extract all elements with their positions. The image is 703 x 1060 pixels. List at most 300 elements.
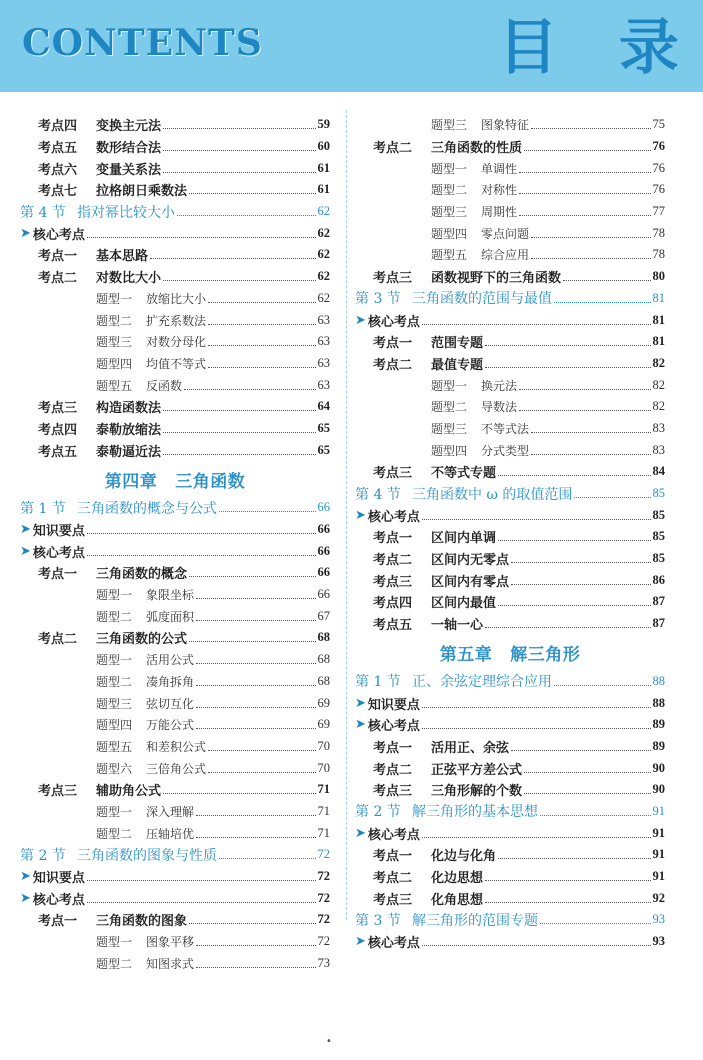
entry-label: 考点二: [373, 141, 413, 157]
entry-label: 题型一: [96, 291, 133, 306]
entry-label: 考点二: [373, 553, 413, 569]
entry-title: 弧度面积: [146, 609, 195, 624]
page-number: 62: [317, 247, 330, 262]
entry-title: 函数视野下的三角函数: [431, 271, 562, 287]
entry-title: 三角函数的性质: [431, 141, 523, 157]
page-number: 71: [317, 803, 330, 818]
page-number: 68: [317, 652, 330, 667]
toc-entry-section[interactable]: [355, 288, 665, 310]
entry-label: 题型四: [431, 443, 468, 458]
page-number: 91: [652, 847, 665, 862]
toc-entry-tixing[interactable]: [20, 309, 330, 331]
dot-leader: [524, 772, 650, 773]
dot-leader: [196, 707, 315, 708]
toc-entry-kaodian[interactable]: [355, 548, 665, 570]
toc-entry-kaodian[interactable]: [20, 157, 330, 179]
toc-entry-section[interactable]: [355, 801, 665, 823]
toc-entry-kaodian[interactable]: [20, 909, 330, 931]
toc-entry-kaodian[interactable]: [355, 779, 665, 801]
entry-label: 考点三: [373, 574, 413, 590]
entry-label: 考点四: [38, 422, 78, 438]
dot-leader: [531, 128, 650, 129]
entry-label: 考点一: [373, 740, 413, 756]
dot-leader: [524, 150, 650, 151]
entry-title: 泰勒放缩法: [96, 422, 162, 438]
dot-leader: [422, 837, 651, 838]
entry-label: 题型二: [96, 313, 133, 328]
arrow-icon: ➤: [20, 522, 31, 538]
chapter-heading: [355, 635, 665, 671]
entry-label: 题型五: [431, 248, 468, 263]
entry-title: 和差积公式: [146, 739, 207, 754]
toc-entry-tixing[interactable]: [355, 244, 665, 266]
page-number: 72: [317, 890, 330, 905]
arrow-icon: ➤: [355, 695, 366, 711]
arrow-icon: ➤: [20, 543, 31, 559]
dot-leader: [485, 880, 650, 881]
page-number: 59: [317, 117, 330, 132]
entry-title: 化角思想: [431, 892, 484, 908]
chapter-label: 第四章: [104, 471, 158, 492]
dot-leader: [498, 475, 650, 476]
entry-title: 三角函数的公式: [96, 632, 188, 648]
toc-entry-kaodian[interactable]: [20, 396, 330, 418]
entry-label: 考点三: [373, 466, 413, 482]
page-number: 93: [652, 912, 665, 927]
toc-entry-kaodian[interactable]: [20, 179, 330, 201]
dot-leader: [87, 555, 316, 556]
toc-entry-tixing[interactable]: [20, 374, 330, 396]
entry-label: 考点三: [373, 784, 413, 800]
page-number: 89: [652, 738, 665, 753]
page-number: 91: [652, 803, 665, 818]
toc-entry-kaodian[interactable]: [20, 136, 330, 158]
entry-label: 考点二: [373, 871, 413, 887]
contents-title: CONTENTS: [22, 22, 263, 64]
entry-title: 核心考点: [367, 936, 420, 952]
dot-leader: [163, 128, 315, 129]
dot-leader: [177, 215, 316, 216]
entry-title: 指对幂比较大小: [77, 204, 175, 221]
toc-entry-tixing[interactable]: [20, 822, 330, 844]
toc-entry-section[interactable]: [355, 671, 665, 693]
dot-leader: [196, 815, 315, 816]
toc-entry-marker[interactable]: [20, 887, 330, 909]
entry-title: 化边思想: [431, 871, 484, 887]
entry-title: 知识要点: [367, 697, 420, 713]
dot-leader: [87, 237, 316, 238]
entry-title: 区间内有零点: [431, 574, 510, 590]
entry-label: 题型三: [431, 421, 468, 436]
arrow-icon: ➤: [355, 312, 366, 328]
entry-label: 考点三: [38, 401, 78, 417]
page-number: 69: [317, 695, 330, 710]
page-number: 66: [317, 500, 330, 515]
dot-leader: [485, 345, 650, 346]
toc-entry-tixing[interactable]: [355, 157, 665, 179]
page-number: 82: [652, 377, 665, 392]
entry-label: 题型五: [96, 378, 133, 393]
toc-entry-tixing[interactable]: [355, 418, 665, 440]
entry-title: 弦切互化: [146, 696, 195, 711]
toc-entry-kaodian[interactable]: [20, 439, 330, 461]
toc-entry-kaodian[interactable]: [355, 331, 665, 353]
page-number: 90: [652, 782, 665, 797]
entry-title: 对数分母化: [146, 335, 207, 350]
page-number: 72: [317, 847, 330, 862]
entry-label: 题型二: [431, 400, 468, 415]
toc-entry-marker[interactable]: [355, 822, 665, 844]
entry-label: 题型二: [96, 826, 133, 841]
entry-title: 活用正、余弦: [431, 740, 510, 756]
toc-entry-marker[interactable]: [355, 714, 665, 736]
dot-leader: [498, 858, 650, 859]
entry-title: 对称性: [481, 183, 518, 198]
toc-entry-kaodian[interactable]: [355, 461, 665, 483]
arrow-icon: ➤: [20, 890, 31, 906]
entry-title: 三角函数的图象: [96, 914, 188, 930]
entry-label: 题型四: [431, 226, 468, 241]
page-number: 87: [652, 594, 665, 609]
dot-leader: [485, 627, 650, 628]
entry-title: 核心考点: [367, 314, 420, 330]
toc-entry-tixing[interactable]: [20, 714, 330, 736]
toc-entry-tixing[interactable]: [20, 757, 330, 779]
dot-leader: [219, 511, 316, 512]
dot-leader: [554, 685, 651, 686]
page-number: 61: [317, 160, 330, 175]
entry-title: 深入理解: [146, 804, 195, 819]
toc-entry-kaodian[interactable]: [355, 591, 665, 613]
entry-label: 题型一: [96, 588, 133, 603]
dot-leader: [189, 923, 315, 924]
entry-label: 考点三: [38, 784, 78, 800]
toc-entry-marker[interactable]: [355, 504, 665, 526]
toc-entry-kaodian[interactable]: [355, 353, 665, 375]
dot-leader: [519, 410, 650, 411]
entry-label: 考点一: [373, 531, 413, 547]
entry-label: 考点二: [373, 762, 413, 778]
toc-entry-tixing[interactable]: [355, 114, 665, 136]
page-number: 63: [317, 312, 330, 327]
dot-leader: [163, 410, 315, 411]
toc-entry-tixing[interactable]: [355, 222, 665, 244]
entry-label: 题型一: [96, 804, 133, 819]
dot-leader: [163, 432, 315, 433]
page-number: 61: [317, 182, 330, 197]
toc-entry-kaodian[interactable]: [355, 757, 665, 779]
dot-leader: [196, 663, 315, 664]
toc-entry-kaodian[interactable]: [20, 627, 330, 649]
dot-leader: [163, 793, 315, 794]
entry-title: 核心考点: [32, 227, 85, 243]
entry-label: 题型二: [96, 956, 133, 971]
chapter-title: 三角函数: [175, 471, 246, 492]
dot-leader: [531, 258, 650, 259]
dot-leader: [87, 880, 316, 881]
entry-title: 图象特征: [481, 118, 530, 133]
entry-title: 核心考点: [32, 892, 85, 908]
toc-entry-tixing[interactable]: [355, 396, 665, 418]
toc-entry-kaodian[interactable]: [355, 613, 665, 635]
page-number: 62: [317, 269, 330, 284]
page-number: 72: [317, 869, 330, 884]
page-number: 92: [652, 890, 665, 905]
page-number: 84: [652, 464, 665, 479]
dot-leader: [196, 837, 315, 838]
entry-label: 题型一: [96, 935, 133, 950]
dot-leader: [498, 540, 650, 541]
page-number: 81: [652, 290, 665, 305]
entry-label: 考点七: [38, 184, 78, 200]
toc-entry-marker[interactable]: [355, 692, 665, 714]
toc-entry-kaodian[interactable]: [355, 569, 665, 591]
arrow-icon: ➤: [355, 825, 366, 841]
toc-entry-section[interactable]: [355, 483, 665, 505]
toc-entry-marker[interactable]: [20, 540, 330, 562]
entry-title: 解三角形的范围专题: [412, 912, 538, 929]
entry-title: 构造函数法: [96, 401, 162, 417]
dot-leader: [208, 772, 315, 773]
page-number: 70: [317, 760, 330, 775]
entry-label: 考点三: [373, 892, 413, 908]
entry-title: 基本思路: [96, 249, 149, 265]
entry-title: 扩充系数法: [146, 313, 207, 328]
arrow-icon: ➤: [20, 225, 31, 241]
entry-title: 不等式专题: [431, 466, 497, 482]
toc-entry-tixing[interactable]: [20, 353, 330, 375]
page-number: 93: [652, 934, 665, 949]
page-number: 65: [317, 420, 330, 435]
entry-title: 图象平移: [146, 935, 195, 950]
entry-title: 换元法: [481, 378, 518, 393]
toc-entry-tixing[interactable]: [355, 201, 665, 223]
page-number: 86: [652, 572, 665, 587]
entry-title: 范围专题: [431, 336, 484, 352]
toc-entry-kaodian[interactable]: [20, 562, 330, 584]
toc-entry-tixing[interactable]: [20, 692, 330, 714]
page-number: 64: [317, 399, 330, 414]
chapter-heading: [20, 461, 330, 497]
toc-entry-tixing[interactable]: [20, 649, 330, 671]
toc-entry-tixing[interactable]: [20, 331, 330, 353]
dot-leader: [184, 389, 315, 390]
toc-entry-section[interactable]: [355, 909, 665, 931]
entry-title: 区间内单调: [431, 531, 497, 547]
page-number: 85: [652, 529, 665, 544]
toc-entry-kaodian[interactable]: [355, 866, 665, 888]
dot-leader: [163, 280, 315, 281]
page-number: 68: [317, 673, 330, 688]
toc-entry-tixing[interactable]: [20, 584, 330, 606]
dot-leader: [511, 750, 650, 751]
page-number: 70: [317, 738, 330, 753]
entry-title: 一轴一心: [431, 618, 484, 634]
entry-title: 凑角拆角: [146, 674, 195, 689]
entry-label: 第 2 节: [355, 804, 401, 821]
page-number: 91: [652, 825, 665, 840]
entry-label: 考点二: [38, 632, 78, 648]
dot-leader: [540, 923, 651, 924]
dot-leader: [196, 685, 315, 686]
toc-entry-kaodian[interactable]: [20, 114, 330, 136]
toc-right-column: [355, 114, 665, 952]
entry-label: 题型二: [431, 183, 468, 198]
entry-title: 对数比大小: [96, 271, 162, 287]
page-number: 88: [652, 673, 665, 688]
dot-leader: [163, 150, 315, 151]
toc-entry-tixing[interactable]: [355, 439, 665, 461]
entry-title: 辅助角公式: [96, 784, 162, 800]
page-number: 78: [652, 225, 665, 240]
dot-leader: [219, 858, 316, 859]
toc-entry-section[interactable]: [20, 497, 330, 519]
entry-title: 综合应用: [481, 248, 530, 263]
entry-title: 单调性: [481, 161, 518, 176]
entry-label: 考点四: [38, 119, 78, 135]
page-number: 76: [652, 160, 665, 175]
entry-title: 解三角形的基本思想: [412, 804, 538, 821]
dot-leader: [208, 367, 315, 368]
toc-entry-marker[interactable]: [355, 309, 665, 331]
entry-label: 考点二: [38, 271, 78, 287]
entry-title: 知识要点: [32, 524, 85, 540]
page-number: 85: [652, 486, 665, 501]
toc-entry-marker[interactable]: [20, 866, 330, 888]
entry-title: 正、余弦定理综合应用: [412, 674, 552, 691]
dot-leader: [524, 793, 650, 794]
toc-entry-kaodian[interactable]: [355, 887, 665, 909]
toc-entry-tixing[interactable]: [20, 931, 330, 953]
entry-label: 题型六: [96, 761, 133, 776]
page-number: 63: [317, 355, 330, 370]
dot-leader: [531, 454, 650, 455]
dot-leader: [208, 345, 315, 346]
toc-entry-tixing[interactable]: [20, 671, 330, 693]
arrow-icon: ➤: [355, 717, 366, 733]
entry-label: 第 3 节: [355, 291, 401, 308]
dot-leader: [422, 945, 651, 946]
page-number: 91: [652, 869, 665, 884]
dot-leader: [87, 902, 316, 903]
entry-title: 数形结合法: [96, 141, 162, 157]
page-number: 87: [652, 616, 665, 631]
page-number: 81: [652, 312, 665, 327]
dot-leader: [150, 258, 315, 259]
entry-title: 泰勒逼近法: [96, 444, 162, 460]
page-number: 68: [317, 630, 330, 645]
entry-title: 变换主元法: [96, 119, 162, 135]
toc-entry-kaodian[interactable]: [20, 266, 330, 288]
dot-leader: [531, 237, 650, 238]
dot-leader: [422, 324, 651, 325]
toc-entry-kaodian[interactable]: [20, 779, 330, 801]
dot-leader: [422, 707, 651, 708]
page-number: 62: [317, 290, 330, 305]
dot-leader: [163, 172, 315, 173]
entry-title: 核心考点: [367, 719, 420, 735]
dot-leader: [196, 598, 315, 599]
toc-entry-kaodian[interactable]: [20, 244, 330, 266]
dot-leader: [422, 728, 651, 729]
page-number: 85: [652, 551, 665, 566]
entry-title: 分式类型: [481, 443, 530, 458]
toc-entry-tixing[interactable]: [20, 605, 330, 627]
entry-label: 题型五: [96, 739, 133, 754]
dot-leader: [485, 902, 650, 903]
page-number: 72: [317, 934, 330, 949]
toc-entry-tixing[interactable]: [355, 374, 665, 396]
toc-entry-kaodian[interactable]: [355, 266, 665, 288]
toc-left-column: [20, 114, 330, 974]
dot-leader: [563, 280, 650, 281]
entry-title: 三角函数的概念: [96, 567, 188, 583]
toc-entry-kaodian[interactable]: [355, 736, 665, 758]
page-number: 82: [652, 399, 665, 414]
toc-entry-tixing[interactable]: [20, 736, 330, 758]
entry-label: 题型一: [431, 378, 468, 393]
page-number: 66: [317, 565, 330, 580]
entry-label: 第 4 节: [20, 204, 66, 221]
toc-entry-section[interactable]: [20, 201, 330, 223]
dot-leader: [519, 389, 650, 390]
page-number: 77: [652, 204, 665, 219]
page-number: 66: [317, 522, 330, 537]
toc-entry-marker[interactable]: [20, 222, 330, 244]
entry-label: 第 1 节: [355, 674, 401, 691]
entry-title: 压轴培优: [146, 826, 195, 841]
page-number: 83: [652, 442, 665, 457]
entry-label: 考点一: [38, 914, 78, 930]
dot-leader: [485, 367, 650, 368]
page-number: 62: [317, 225, 330, 240]
toc-entry-tixing[interactable]: [355, 179, 665, 201]
page-number: 69: [317, 717, 330, 732]
page-number: 89: [652, 717, 665, 732]
toc-entry-tixing[interactable]: [20, 801, 330, 823]
entry-title: 均值不等式: [146, 356, 207, 371]
page-number: 82: [652, 355, 665, 370]
toc-entry-tixing[interactable]: [20, 288, 330, 310]
entry-label: 考点五: [373, 618, 413, 634]
entry-label: 题型一: [96, 653, 133, 668]
dot-leader: [196, 967, 315, 968]
page-number: 66: [317, 543, 330, 558]
entry-title: 万能公式: [146, 718, 195, 733]
entry-label: 题型三: [96, 335, 133, 350]
toc-entry-marker[interactable]: [20, 519, 330, 541]
entry-title: 知图求式: [146, 956, 195, 971]
toc-entry-section[interactable]: [20, 844, 330, 866]
entry-label: 第 3 节: [355, 912, 401, 929]
entry-label: 考点二: [373, 357, 413, 373]
entry-label: 题型二: [96, 609, 133, 624]
entry-label: 考点五: [38, 141, 78, 157]
entry-title: 三角函数的图象与性质: [77, 847, 217, 864]
toc-entry-kaodian[interactable]: [355, 526, 665, 548]
toc-entry-kaodian[interactable]: [355, 844, 665, 866]
entry-title: 核心考点: [367, 509, 420, 525]
entry-title: 三角函数的范围与最值: [412, 291, 552, 308]
page-number: 71: [317, 825, 330, 840]
toc-entry-kaodian[interactable]: [355, 136, 665, 158]
toc-entry-tixing[interactable]: [20, 952, 330, 974]
toc-entry-kaodian[interactable]: [20, 418, 330, 440]
entry-title: 核心考点: [367, 827, 420, 843]
toc-entry-marker[interactable]: [355, 931, 665, 953]
entry-label: 第 2 节: [20, 847, 66, 864]
page-number: 73: [317, 955, 330, 970]
